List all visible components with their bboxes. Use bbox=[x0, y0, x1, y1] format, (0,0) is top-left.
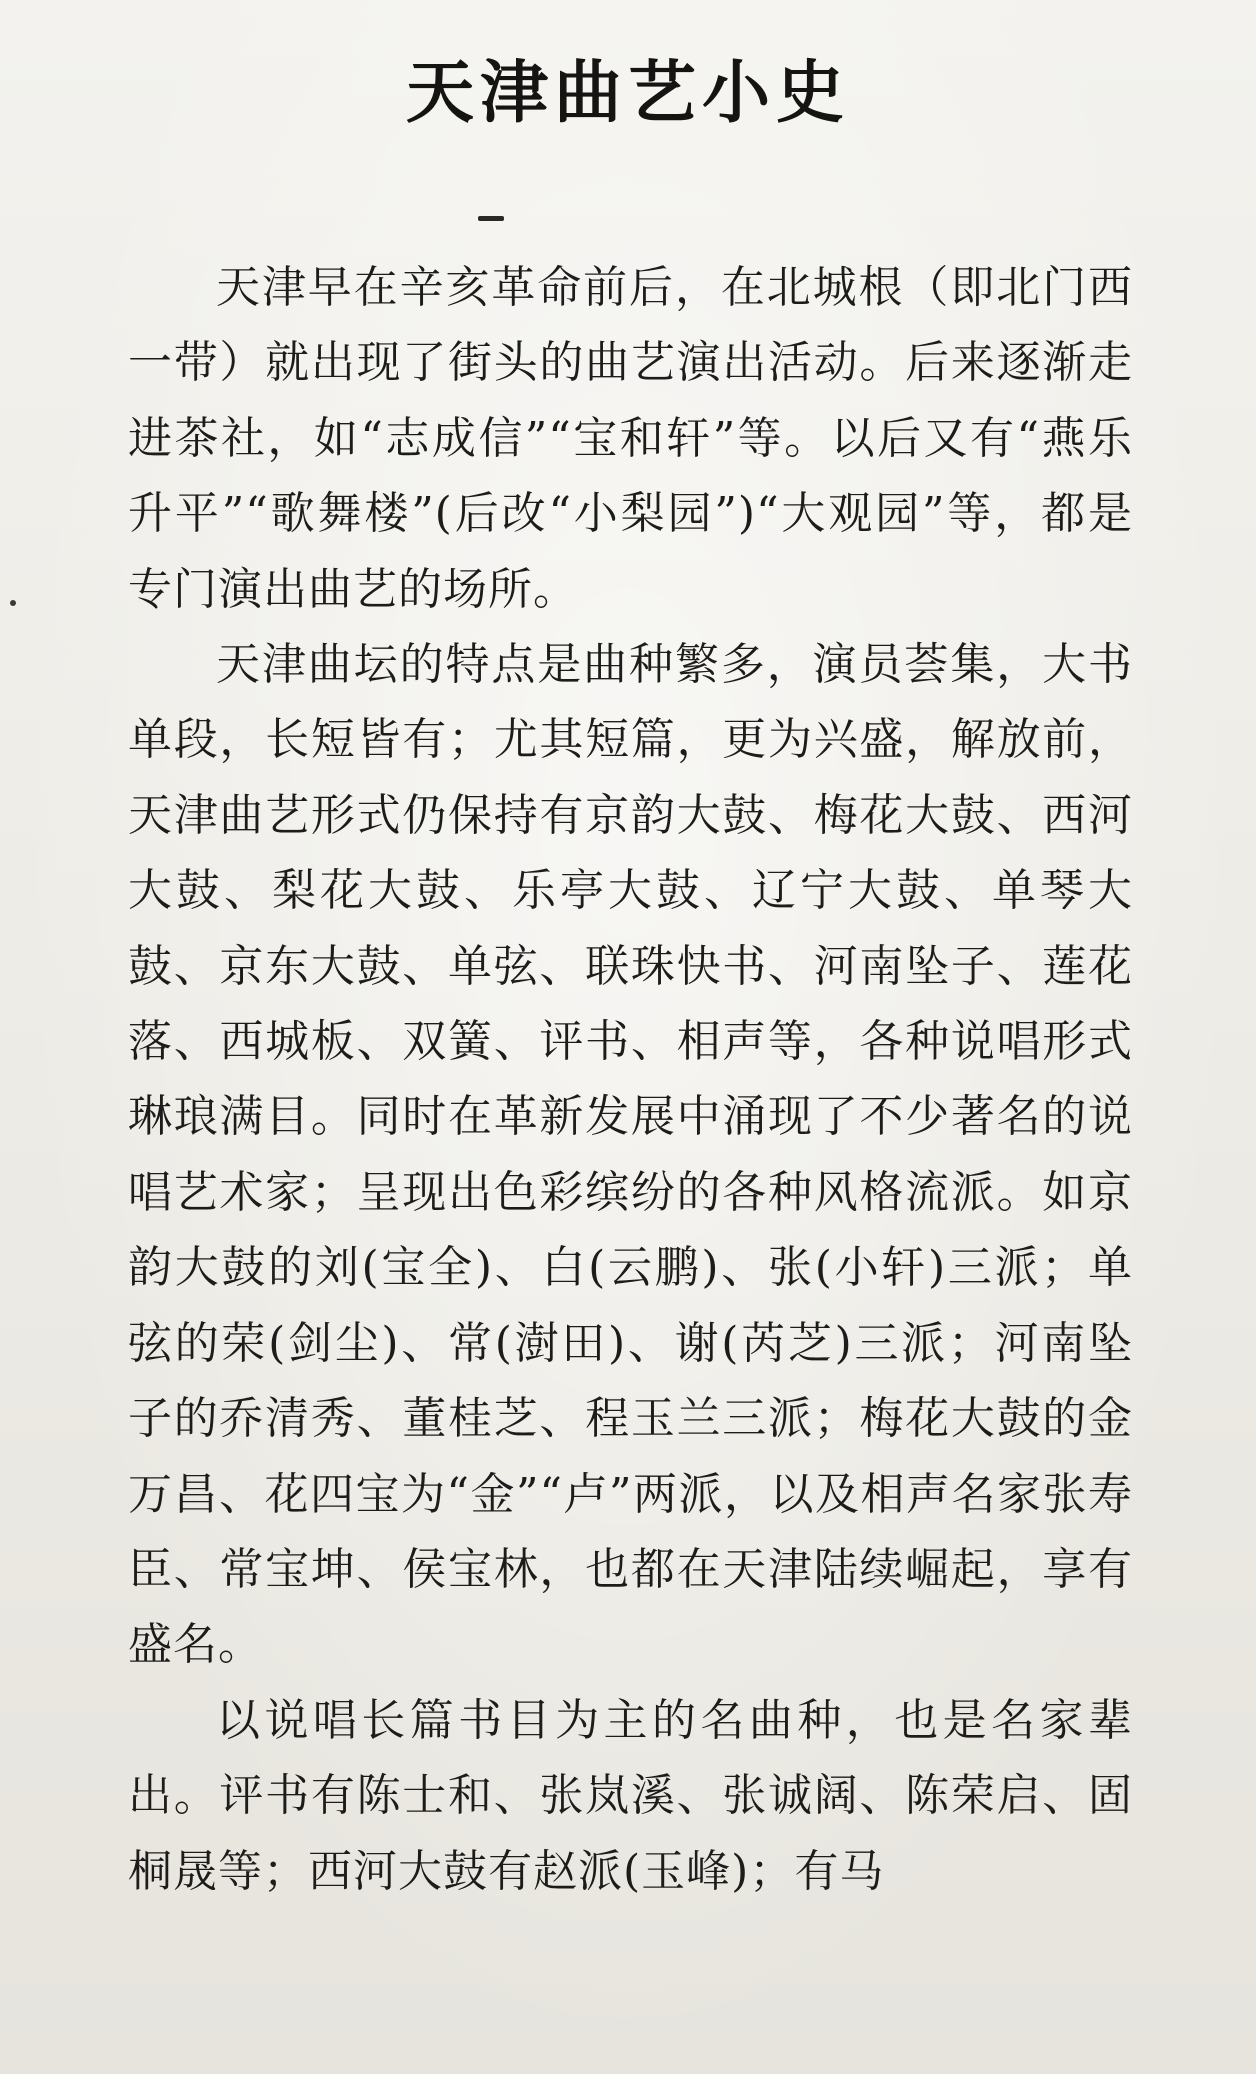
paragraph-3: 以说唱长篇书目为主的名曲种，也是名家辈出。评书有陈士和、张岚溪、张诚阔、陈荣启、固桐晟等；西河大鼓有赵派(玉峰)；有马 bbox=[128, 1694, 1133, 1897]
decorative-dash bbox=[478, 216, 504, 221]
margin-speck bbox=[10, 600, 16, 606]
paragraph-1: 天津早在辛亥革命前后，在北城根（即北门西一带）就出现了街头的曲艺演出活动。后来逐渐走进茶社，如“志成信”“宝和轩”等。以后又有“燕乐升平”“歌舞楼”(后改“小梨园”)“大观园”等，都是专门演出曲艺的场所。 bbox=[128, 262, 1133, 615]
paragraph-2: 天津曲坛的特点是曲种繁多，演员荟集，大书单段，长短皆有；尤其短篇，更为兴盛，解放前，天津曲艺形式仍保持有京韵大鼓、梅花大鼓、西河大鼓、梨花大鼓、乐亭大鼓、辽宁大鼓、单琴大鼓、京东大鼓、单弦、联珠快书、河南坠子、莲花落、西城板、双簧、评书、相声等，各种说唱形式琳琅满目。同时在革新发展中涌现了不少著名的说唱艺术家；呈现出色彩缤纷的各种风格流派。如京韵大鼓的刘(宝全)、白(云鹏)、张(小轩)三派；单弦的荣(剑尘)、常(澍田)、谢(芮芝)三派；河南坠子的乔清秀、董桂芝、程玉兰三派；梅花大鼓的金万昌、花四宝为“金”“卢”两派，以及相声名家张寿臣、常宝坤、侯宝林，也都在天津陆续崛起，享有盛名。 bbox=[128, 639, 1133, 1671]
article-body bbox=[128, 250, 1133, 1909]
page-title: 天津曲艺小史 bbox=[405, 53, 850, 133]
